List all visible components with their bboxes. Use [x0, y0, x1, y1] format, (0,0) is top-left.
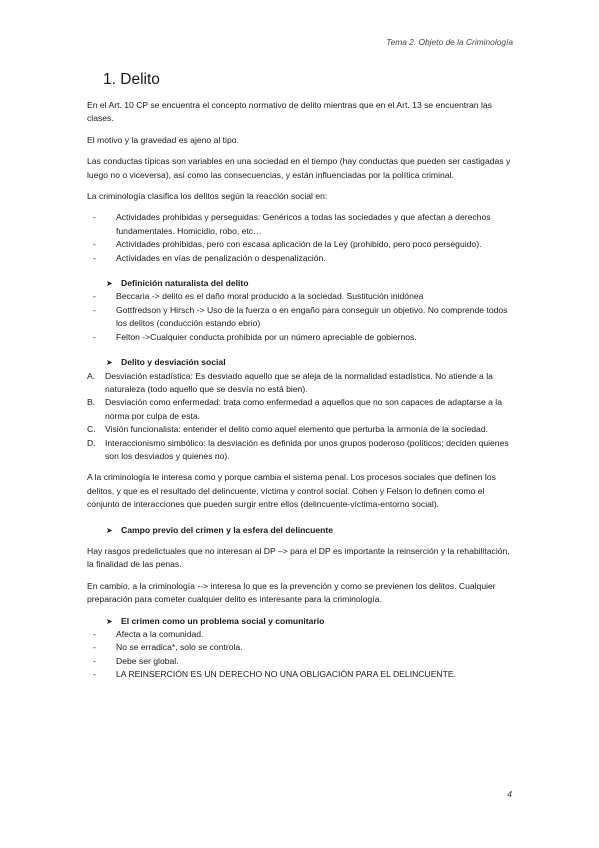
list-item-text: Interaccionismo simbólico: la desviación es definida por unos grupos poderoso (políticos; deciden quienes son los desviados y quienes no). — [105, 437, 509, 461]
list-item-text: Desviación como enfermedad: trata como enfermedad a aquellos que no son capaces de adaptarse a la norma por culpa de esta. — [105, 397, 502, 421]
subheading-prior-field — [87, 524, 515, 537]
list-item: - No se erradica*, solo se controla. — [87, 641, 515, 654]
list-letter: C. — [87, 424, 96, 435]
list-item: - Actividades prohibidas y perseguidas: Genéricos a todas las sociedades y que afectan a derechos fundamentales. Homicidio, robo, etc… — [87, 211, 515, 238]
list-item — [87, 423, 515, 436]
paragraph: En el Art. 10 CP se encuentra el concepto normativo de delito mientras que en el Art. 13 se encuentran las clases. — [87, 100, 492, 124]
paragraph: Las conductas típicas son variables en una sociedad en el tiempo (hay conductas que pueden ser castigadas y luego no o viceversa), así como las consecuencias, y están influenciadas por la política criminal. — [87, 156, 511, 180]
section-number: 1. — [103, 71, 116, 88]
arrow-bullet-icon: ➤ — [106, 616, 113, 626]
running-header: Tema 2. Objeto de la Criminología — [386, 37, 513, 47]
list-item: - Debe ser global. — [87, 655, 515, 668]
list-item-text: Visión funcionalista: entender el delito como aquel elemento que perturba la armonía de la sociedad. — [105, 424, 488, 435]
list-item — [87, 396, 515, 423]
page-number: 4 — [507, 789, 512, 799]
subheading-deviation — [87, 356, 515, 369]
subheading-text: Delito y desviación social — [121, 357, 226, 368]
list-item: - Gottfredson y Hirsch -> Uso de la fuerza o en engaño para conseguir un objetivo. No comprende todos los delitos (conducción estando ebrio) — [87, 304, 515, 331]
deviation-list — [87, 370, 515, 464]
subheading-social-problem — [87, 615, 515, 628]
list-letter: A. — [87, 370, 96, 381]
list-item — [87, 370, 515, 397]
paragraph: Hay rasgos predelictuales que no interesan al DP –> para el DP es importante la reinserción y la rehabilitación, la finalidad de las penas. — [87, 545, 510, 570]
arrow-bullet-icon: ➤ — [106, 358, 113, 368]
naturalist-list — [87, 290, 515, 344]
arrow-bullet-icon: ➤ — [106, 279, 113, 289]
list-item: - Afecta a la comunidad. — [87, 628, 515, 641]
subheading-naturalist — [87, 277, 515, 290]
paragraph: En cambio, a la criminología --> interesa lo que es la prevención y como se previenen los delitos. Cualquier preparación para cometer cualquier delito es interesante para la criminología. — [87, 580, 496, 605]
section-title: Delito — [120, 71, 160, 88]
paragraph: La criminología clasifica los delitos según la reacción social en: — [87, 191, 328, 202]
paragraph: A la criminología le interesa como y porque cambia el sistema penal. Los procesos sociales que definen los delitos, y que es el resultado del delincuente, víctima y control social. Cohen y Felson lo definen como el conjunto de interacciones que pueden surgir entre ellos (delincuente-víctima-entorno social). — [87, 472, 496, 510]
body-content — [87, 99, 515, 690]
social-problem-list — [87, 628, 515, 682]
list-item: - Beccaria -> delito es el daño moral producido a la sociedad. Sustitución inidónea — [87, 290, 515, 303]
list-item: - Actividades prohibidas, pero con escasa aplicación de la Ley (prohibido, pero poco perseguido). — [87, 238, 515, 251]
list-item-text: Desviación estadística: Es desviado aquello que se aleja de la normalidad estadística. No atiende a la naturaleza (todo aquello que se desvía no está bien). — [105, 370, 493, 394]
classification-list — [87, 211, 515, 265]
list-item — [87, 437, 515, 464]
subheading-text: Campo previo del crimen y la esfera del delincuente — [121, 524, 334, 535]
list-item: - Felton ->Cualquier conducta prohibida por un número apreciable de gobiernos. — [87, 331, 515, 344]
section-heading — [103, 71, 160, 89]
list-item: - LA REINSERCIÓN ES UN DERECHO NO UNA OBLIGACIÓN PARA EL DELINCUENTE. — [87, 668, 515, 681]
list-item: - Actividades en vías de penalización o despenalización. — [87, 252, 515, 265]
paragraph: El motivo y la gravedad es ajeno al tipo. — [87, 134, 239, 145]
list-letter: D. — [87, 437, 96, 448]
list-letter: B. — [87, 397, 96, 408]
subheading-text: El crimen como un problema social y comunitario — [121, 615, 325, 626]
subheading-text: Definición naturalista del delito — [121, 278, 249, 289]
arrow-bullet-icon: ➤ — [106, 525, 113, 535]
